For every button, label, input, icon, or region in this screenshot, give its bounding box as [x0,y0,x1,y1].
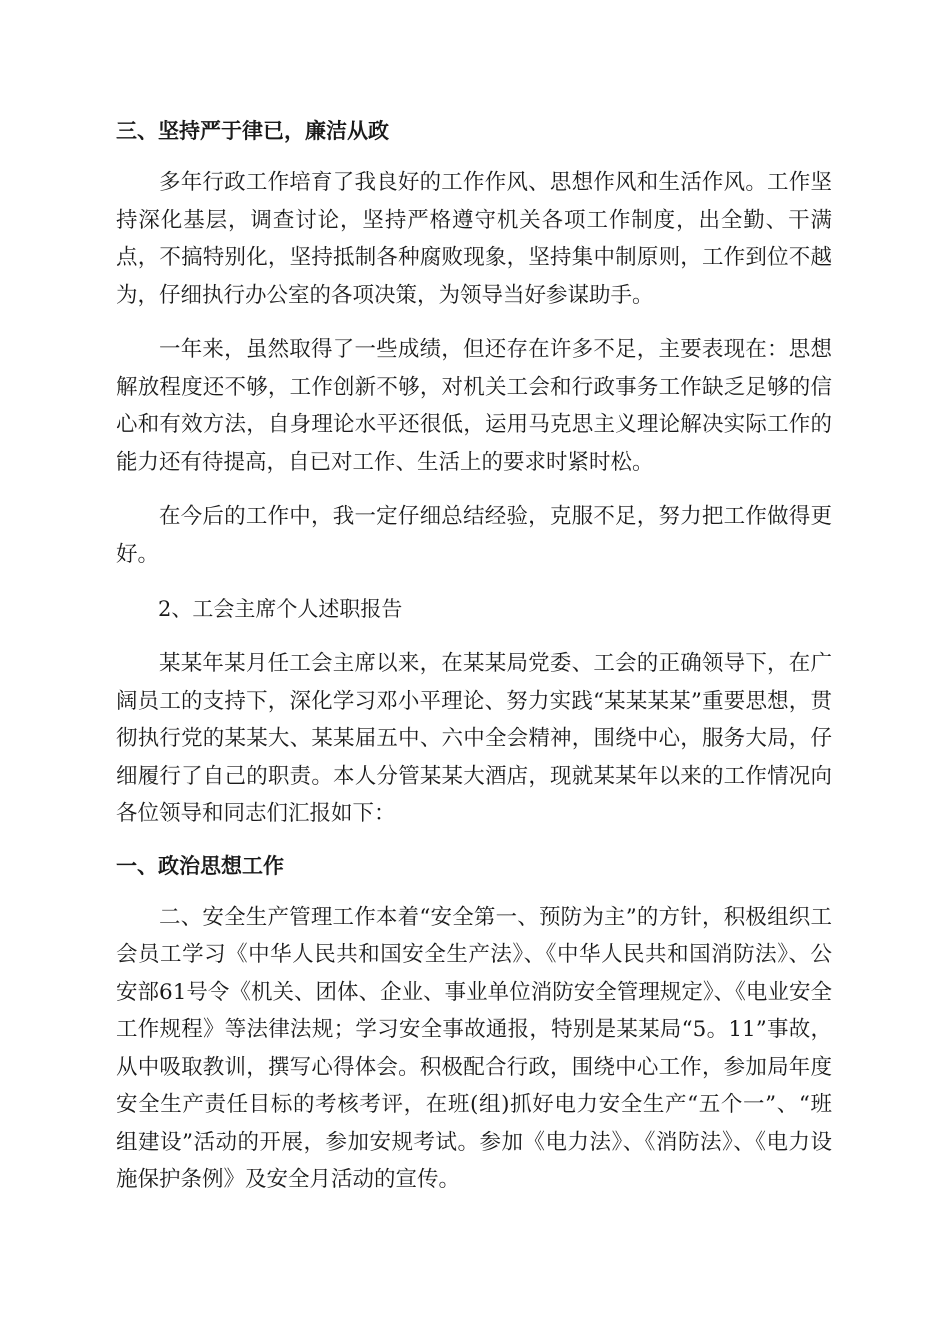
paragraph-work-style: 多年行政工作培育了我良好的工作作风、思想作风和生活作风。工作坚持深化基层，调查讨论，坚持严格遵守机关各项工作制度，出全勤、干满点，不搞特别化，坚持抵制各种腐败现象，坚持集中制原则，工作到位不越为，仔细执行办公室的各项决策，为领导当好参谋助手。 [116,170,832,308]
paragraph-report-intro: 某某年某月任工会主席以来，在某某局党委、工会的正确领导下，在广阔员工的支持下，深化学习邓小平理论、努力实践“某某某某”重要思想，贯彻执行党的某某大、某某届五中、六中全会精神，围绕中心，服务大局，仔细履行了自己的职责。本人分管某某大酒店，现就某某年以来的工作情况向各位领导和同志们汇报如下： [116,651,832,826]
paragraph-shortcomings: 一年来，虽然取得了一些成绩，但还存在许多不足，主要表现在：思想解放程度还不够，工作创新不够，对机关工会和行政事务工作缺乏足够的信心和有效方法，自身理论水平还很低，运用马克思主义理论解决实际工作的能力还有待提高，自已对工作、生活上的要求时紧时松。 [116,337,832,475]
document-page [116,112,832,1199]
paragraph-future-work: 在今后的工作中，我一定仔细总结经验，克服不足，努力把工作做得更好。 [116,504,832,567]
section-heading-1: 一、政治思想工作 [116,853,284,878]
paragraph-safety-management: 二、安全生产管理工作本着“安全第一、预防为主”的方针，积极组织工会员工学习《中华人民共和国安全生产法》、《中华人民共和国消防法》、公安部61号令《机关、团体、企业、事业单位消防安全管理规定》、《电业安全工作规程》等法律法规；学习安全事故通报，特别是某某局“5。11”事故，从中吸取教训，撰写心得体会。积极配合行政，围绕中心工作，参加局年度安全生产责任目标的考核考评，在班(组)抓好电力安全生产“五个一”、“班组建设”活动的开展，参加安规考试。参加《电力法》、《消防法》、《电力设施保护条例》及安全月活动的宣传。 [116,904,832,1192]
section-heading-3: 三、坚持严于律已，廉洁从政 [116,119,389,143]
report-subtitle: 2、工会主席个人述职报告 [158,597,403,621]
